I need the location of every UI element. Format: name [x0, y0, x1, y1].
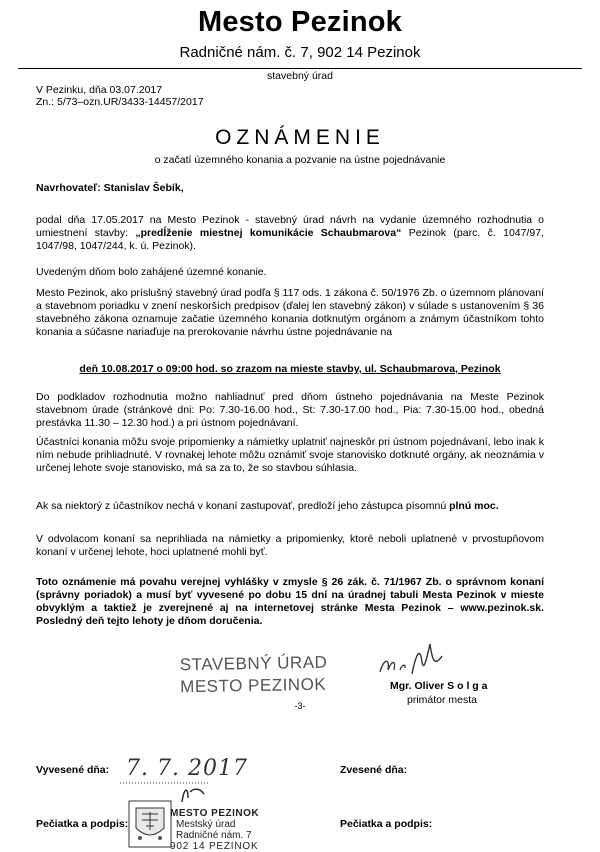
seal-label-right: Pečiatka a podpis: — [340, 818, 433, 830]
seal-signature — [178, 784, 208, 806]
hearing-date: deň 10.08.2017 o 09:00 hod. so zrazom na mieste stavby, ul. Schaubmarova, Pezinok — [79, 363, 501, 375]
seal-line-3: Radničné nám. 7 — [176, 830, 252, 841]
office-stamp — [180, 652, 328, 699]
page-number: -3- — [294, 701, 306, 711]
posted-label: Vyvesené dňa: — [36, 764, 110, 776]
construction-name: „predĺženie miestnej komunikácie Schaubmarova“ — [135, 227, 402, 239]
paragraph-legal-basis: Mesto Pezinok, ako príslušný stavebný úrad podľa § 117 ods. 1 zákona č. 50/1976 Zb. o územnom plánovaní a stavebnom poriadku v znení neskorších predpisov (ďalej len stavebný zákon) v súlade s ustanovením § 36 stavebného zákona oznamuje začatie územného konania dotknutým orgánom a známym účastníkom tohto konania a súčasne nariaďuje na prerokovanie návrhu ústne pojednávanie na — [36, 287, 544, 338]
paragraph-inspection: Do podkladov rozhodnutia možno nahliadnuť pred dňom ústneho pojednávania na Meste Pezinok stavebnom úrade (stránkové dni: Po: 7.30-16.00 hod., St: 7.30-17.00 hod., Pia: 7.30-15.00 hod., obedná prestávka 11.30 – 12.30 hod.) a pri ústnom pojednávaní. — [36, 391, 544, 429]
seal-label-left: Pečiatka a podpis: — [36, 818, 129, 830]
application-text-a: podal dňa 17.05.2017 na Mesto Pezinok - stavebný úrad návrh na vydanie územného rozhodnutia o umiestnení stavby: — [36, 214, 544, 239]
stamp-line-1: STAVEBNÝ ÚRAD — [179, 652, 328, 675]
seal-line-2: Mestský úrad — [176, 819, 236, 830]
notice-heading: OZNÁMENIE — [215, 126, 385, 149]
municipal-seal — [170, 808, 260, 852]
posted-date-handwritten: 7. 7. 2017 — [126, 756, 248, 781]
objections-text-a: Účastníci konania môžu svoje pripomienky a námietky uplatniť najneskôr pri ústnom pojednávaní, lebo inak k ním nebude prihliadnuté. — [36, 436, 544, 461]
paragraph-objections — [36, 436, 544, 475]
stamp-line-2: MESTO PEZINOK — [180, 674, 327, 697]
representation-text: Ak sa niektorý z účastníkov nechá v konaní zastupovať, predloží jeho zástupca písomnú — [36, 500, 450, 512]
applicant: Navrhovateľ: Stanislav Šebík, — [36, 182, 184, 194]
seal-line-4: 902 14 PEZINOK — [170, 841, 259, 852]
paragraph-appeal: V odvolacom konaní sa neprihliada na námietky a pripomienky, ktoré neboli uplatnené v prvostupňovom konaní v určenej lehote, hoci uplatnené mohli byť. — [36, 533, 544, 558]
power-of-attorney: plnú moc. — [449, 500, 499, 512]
municipality-address: Radničné nám. č. 7, 902 14 Pezinok — [179, 44, 421, 61]
coat-of-arms-seal — [128, 800, 172, 848]
seal-line-1: MESTO PEZINOK — [170, 808, 260, 819]
reference-number: Zn.: 5/73–ozn.UR/3433-14457/2017 — [36, 96, 204, 108]
place-date: V Pezinku, dňa 03.07.2017 — [36, 84, 163, 96]
objections-text-b: V rovnakej lehote môžu oznámiť svoje stanovisko dotknuté orgány, ak neoznámia v určenej lehote svoje stanovisko, má sa za to, že so stavbou súhlasia. — [36, 449, 545, 474]
mayor-name: Mgr. Oliver S o l g a — [390, 680, 488, 692]
header-divider — [18, 68, 582, 69]
department-name: stavebný úrad — [267, 70, 333, 82]
paragraph-application — [36, 214, 544, 253]
document-title: Mesto Pezinok — [197, 6, 403, 38]
removed-label: Zvesené dňa: — [340, 764, 408, 776]
mayor-role: primátor mesta — [407, 694, 478, 706]
public-notice-statement: Toto oznámenie má povahu verejnej vyhlášky v zmysle § 26 zák. č. 71/1967 Zb. o správnom konaní (správny poriadok) a musí byť vyvesené po dobu 15 dní na úradnej tabuli Mesta Pezinok v mieste obvyklým a taktiež je zverejnené aj na internetovej stránke Mesta Pezinok – www.pezinok.sk. Posledný deň tejto lehoty je dňom doručenia. — [36, 576, 544, 627]
notice-subheading: o začatí územného konania a pozvanie na ústne pojednávanie — [154, 154, 446, 166]
paragraph-commenced: Uvedeným dňom bolo zahájené územné konanie. — [36, 266, 267, 278]
mayor-signature — [372, 640, 452, 680]
application-text-b: Pezinok (parc. č. 1047/97, 1047/98, 1047/244, k. ú. Pezinok). — [36, 227, 545, 252]
paragraph-representation — [36, 500, 544, 513]
